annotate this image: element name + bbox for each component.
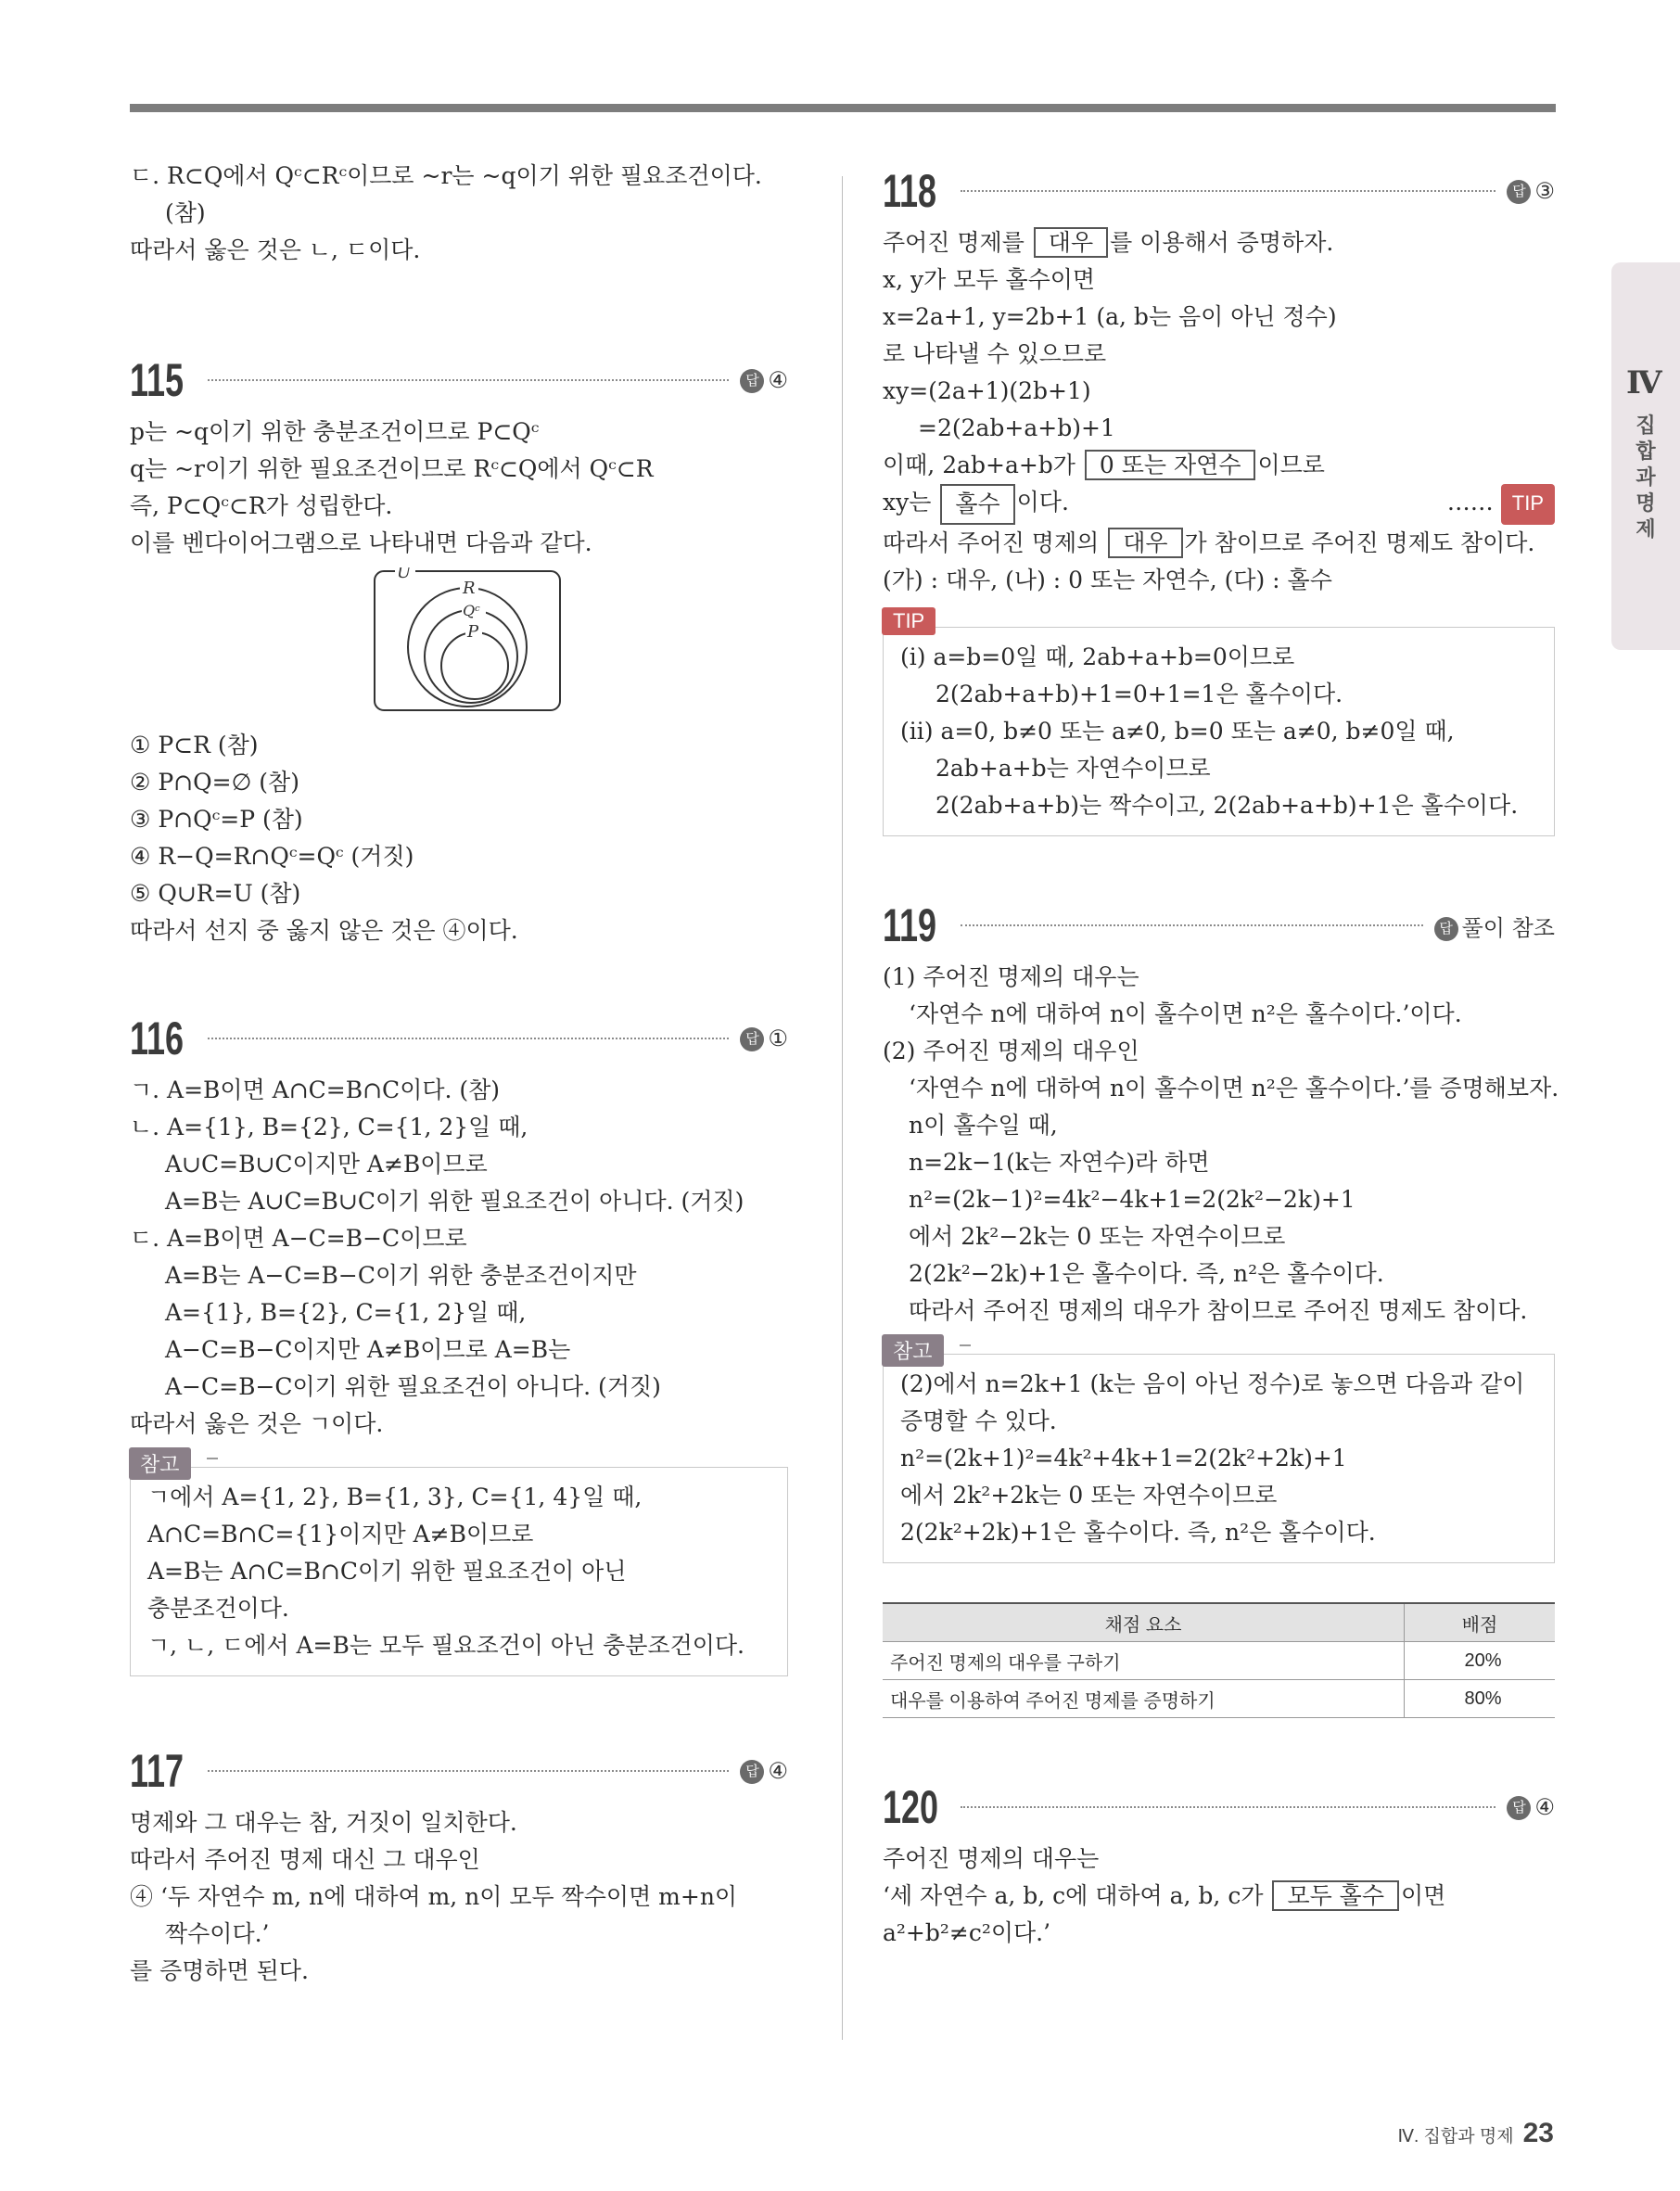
text-line: 증명할 수 있다. xyxy=(900,1408,1057,1434)
top-rule xyxy=(130,104,1556,112)
left-column xyxy=(130,158,788,1990)
text-line: A={1}, B={2}, C={1, 2}일 때, xyxy=(165,1299,527,1326)
text-line: A=B는 A−C=B−C이기 위한 충분조건이지만 xyxy=(165,1262,637,1289)
reference-note xyxy=(130,1453,788,1676)
note-tag: 참고 xyxy=(129,1447,191,1480)
text-line: 2(2k²+2k)+1은 홀수이다. 즉, n²은 홀수이다. xyxy=(900,1519,1376,1546)
text-line: (ⅰ) a=b=0일 때, 2ab+a+b=0이므로 xyxy=(900,643,1295,670)
text-line: A=B는 A∪C=B∪C이기 위한 필요조건이 아니다. (거짓) xyxy=(165,1188,745,1215)
venn-label-p: P xyxy=(467,622,479,642)
table-header-row xyxy=(883,1603,1555,1642)
column-header: 배점 xyxy=(1405,1603,1556,1642)
text-line: 2(2ab+a+b)+1=0+1=1은 홀수이다. xyxy=(935,681,1343,707)
venn-diagram xyxy=(373,567,564,714)
reference-note xyxy=(883,1340,1555,1563)
question-header-120 xyxy=(883,1774,1555,1841)
text-line: (가) : 대우, (나) : 0 또는 자연수, (다) : 홀수 xyxy=(883,567,1332,593)
text-line: ② P∩Q=∅ (참) xyxy=(130,769,299,796)
page-footer xyxy=(1397,2118,1554,2149)
blank-box: 모두 홀수 xyxy=(1272,1880,1399,1911)
text-line: a²+b²≠c²이다.’ xyxy=(883,1919,1051,1946)
question-header-117 xyxy=(130,1738,788,1804)
text-line: ‘자연수 n에 대하여 n이 홀수이면 n²은 홀수이다.’를 증명해보자. xyxy=(909,1075,1559,1102)
tip-note xyxy=(883,609,1555,836)
chapter-title: 집합과 명제 xyxy=(1635,414,1656,541)
chapter-side-tab xyxy=(1611,262,1680,650)
text-line: ㄱ에서 A={1, 2}, B={1, 3}, C={1, 4}일 때, xyxy=(147,1484,643,1510)
text-line: p는 ~q이기 위한 충분조건이므로 P⊂Qᶜ xyxy=(130,418,540,445)
text-line: A=B는 A∩C=B∩C이기 위한 필요조건이 아닌 xyxy=(147,1558,627,1585)
question-number: 119 xyxy=(883,899,937,951)
text-line: n²=(2k−1)²=4k²−4k+1=2(2k²−2k)+1 xyxy=(909,1186,1355,1213)
text-line: 명제와 그 대우는 참, 거짓이 일치한다. xyxy=(130,1809,517,1836)
leader-dots xyxy=(208,379,729,381)
text-line: 따라서 선지 중 옳지 않은 것은 ④이다. xyxy=(130,917,518,944)
question-number: 120 xyxy=(883,1781,939,1833)
text-line: ‘자연수 n에 대하여 n이 홀수이면 n²은 홀수이다.’이다. xyxy=(909,1000,1462,1027)
text-line: n=2k−1(k는 자연수)라 하면 xyxy=(909,1149,1210,1176)
text-line: ④ ‘두 자연수 m, n에 대하여 m, n이 모두 짝수이면 m+n이 xyxy=(130,1883,738,1910)
scoring-table xyxy=(883,1602,1555,1718)
note-tag: 참고 xyxy=(882,1334,944,1367)
leader-dots xyxy=(208,1770,729,1772)
text-line: 2(2k²−2k)+1은 홀수이다. 즉, n²은 홀수이다. xyxy=(909,1260,1384,1287)
blank-box: 대우 xyxy=(1108,528,1182,558)
tip-badge: TIP xyxy=(1501,484,1555,525)
answer-mark-icon: 답 xyxy=(740,1760,764,1784)
text-line: 따라서 주어진 명제의 대우가 참이므로 주어진 명제도 참이다. xyxy=(909,1297,1528,1324)
text-line: (ⅱ) a=0, b≠0 또는 a≠0, b=0 또는 a≠0, b≠0일 때, xyxy=(900,718,1455,745)
text-line: ㄷ. A=B이면 A−C=B−C이므로 xyxy=(130,1225,467,1252)
column-header: 채점 요소 xyxy=(883,1603,1405,1642)
text-line: 따라서 옳은 것은 ㄱ이다. xyxy=(130,1410,384,1437)
footer-chapter: Ⅳ. 집합과 명제 xyxy=(1397,2127,1514,2146)
text-line: ‘세 자연수 a, b, c에 대하여 a, b, c가 모두 홀수 이면 xyxy=(883,1882,1446,1909)
text-line: n²=(2k+1)²=4k²+4k+1=2(2k²+2k)+1 xyxy=(900,1445,1347,1471)
answer-label: 답 ① xyxy=(740,1025,788,1052)
text-line: (참) xyxy=(165,199,206,226)
text-line: ㄱ, ㄴ, ㄷ에서 A=B는 모두 필요조건이 아닌 충분조건이다. xyxy=(147,1632,745,1659)
text-line: 에서 2k²−2k는 0 또는 자연수이므로 xyxy=(909,1223,1286,1250)
text-line: ㄷ. R⊂Q에서 Qᶜ⊂Rᶜ이므로 ~r는 ~q이기 위한 필요조건이다. xyxy=(130,162,762,189)
venn-label-u: U xyxy=(397,567,412,582)
text-line: 주어진 명제를 대우 를 이용해서 증명하자. xyxy=(883,229,1334,256)
text-line: 주어진 명제의 대우는 xyxy=(883,1845,1100,1872)
text-line: (2) 주어진 명제의 대우인 xyxy=(883,1038,1139,1064)
text-line: ③ P∩Qᶜ=P (참) xyxy=(130,806,303,833)
column-divider xyxy=(842,176,843,2040)
answer-label: 답 ④ xyxy=(740,1758,788,1785)
text-line: xy는 홀수 이다. …… TIP xyxy=(883,484,1555,525)
page-number: 23 xyxy=(1522,2118,1554,2148)
chapter-number: Ⅳ xyxy=(1626,364,1662,401)
text-line: 로 나타낼 수 있으므로 xyxy=(883,340,1107,367)
question-number: 118 xyxy=(883,165,937,217)
question-header-116 xyxy=(130,1005,788,1072)
text-line: (1) 주어진 명제의 대우는 xyxy=(883,963,1139,990)
text-line: 따라서 주어진 명제 대신 그 대우인 xyxy=(130,1846,480,1873)
question-header-115 xyxy=(130,347,788,414)
table-cell: 80% xyxy=(1405,1680,1556,1718)
question-header-118 xyxy=(883,158,1555,224)
tip-tag: TIP xyxy=(882,607,935,635)
text-line: A∩C=B∩C={1}이지만 A≠B이므로 xyxy=(147,1521,534,1548)
blank-box: 홀수 xyxy=(940,484,1014,525)
text-line: A−C=B−C이기 위한 필요조건이 아니다. (거짓) xyxy=(165,1373,661,1400)
table-cell: 주어진 명제의 대우를 구하기 xyxy=(883,1642,1405,1680)
text-line: =2(2ab+a+b)+1 xyxy=(918,414,1115,441)
answer-mark-icon: 답 xyxy=(1507,1796,1531,1820)
text-line: 에서 2k²+2k는 0 또는 자연수이므로 xyxy=(900,1482,1278,1509)
tag-connector xyxy=(960,1344,971,1346)
text-line: 따라서 옳은 것은 ㄴ, ㄷ이다. xyxy=(130,236,421,263)
text-line: 즉, P⊂Qᶜ⊂R가 성립한다. xyxy=(130,492,393,519)
right-column xyxy=(883,158,1559,1952)
answer-label: 답 ④ xyxy=(1507,1794,1555,1821)
leader-dots-text: …… xyxy=(1446,489,1494,516)
text-line: 따라서 주어진 명제의 대우 가 참이므로 주어진 명제도 참이다. xyxy=(883,529,1535,556)
text-line: 2ab+a+b는 자연수이므로 xyxy=(935,755,1211,782)
question-header-119 xyxy=(883,892,1555,959)
tag-connector xyxy=(207,1458,218,1459)
blank-box: 대우 xyxy=(1034,227,1108,258)
table-cell: 20% xyxy=(1405,1642,1556,1680)
leader-dots xyxy=(961,924,1423,926)
text-line: 를 증명하면 된다. xyxy=(130,1957,309,1984)
question-number: 115 xyxy=(130,354,185,406)
text-line: 이때, 2ab+a+b가 0 또는 자연수 이므로 xyxy=(883,452,1325,478)
text-line: x, y가 모두 홀수이면 xyxy=(883,266,1096,293)
text-line: 충분조건이다. xyxy=(147,1595,289,1622)
table-cell: 대우를 이용하여 주어진 명제를 증명하기 xyxy=(883,1680,1405,1718)
text-line: xy=(2a+1)(2b+1) xyxy=(883,377,1091,404)
answer-mark-icon: 답 xyxy=(740,369,764,393)
venn-label-qc: Qᶜ xyxy=(463,602,480,619)
text-line: n이 홀수일 때, xyxy=(909,1112,1058,1139)
table-row xyxy=(883,1642,1555,1680)
question-number: 116 xyxy=(130,1013,185,1064)
venn-label-r: R xyxy=(463,579,476,598)
text-line: ① P⊂R (참) xyxy=(130,732,259,758)
answer-mark-icon: 답 xyxy=(1507,180,1531,204)
blank-box: 0 또는 자연수 xyxy=(1085,450,1256,480)
leader-dots xyxy=(961,190,1495,192)
answer-mark-icon: 답 xyxy=(1434,917,1458,941)
answer-label: 답 ④ xyxy=(740,367,788,394)
table-row xyxy=(883,1680,1555,1718)
text-line: 짝수이다.’ xyxy=(165,1920,270,1947)
leader-dots xyxy=(961,1806,1495,1808)
text-line: ㄴ. A={1}, B={2}, C={1, 2}일 때, xyxy=(130,1114,528,1140)
text-line: (2)에서 n=2k+1 (k는 음이 아닌 정수)로 놓으면 다음과 같이 xyxy=(900,1370,1525,1397)
text-line: x=2a+1, y=2b+1 (a, b는 음이 아닌 정수) xyxy=(883,303,1337,330)
text-line: A∪C=B∪C이지만 A≠B이므로 xyxy=(165,1151,488,1178)
text-line: q는 ~r이기 위한 필요조건이므로 Rᶜ⊂Q에서 Qᶜ⊂R xyxy=(130,455,654,482)
text-line: ㄱ. A=B이면 A∩C=B∩C이다. (참) xyxy=(130,1076,501,1103)
text-line: ④ R−Q=R∩Qᶜ=Qᶜ (거짓) xyxy=(130,843,414,870)
answer-label: 답 풀이 참조 xyxy=(1434,910,1555,942)
text-line: A−C=B−C이지만 A≠B이므로 A=B는 xyxy=(165,1336,571,1363)
leader-dots xyxy=(208,1038,729,1039)
text-line: ⑤ Q∪R=U (참) xyxy=(130,880,301,907)
answer-label: 답 ③ xyxy=(1507,178,1555,205)
question-number: 117 xyxy=(130,1745,185,1797)
answer-mark-icon: 답 xyxy=(740,1027,764,1051)
text-line: 2(2ab+a+b)는 짝수이고, 2(2ab+a+b)+1은 홀수이다. xyxy=(935,792,1519,819)
text-line: 이를 벤다이어그램으로 나타내면 다음과 같다. xyxy=(130,529,592,556)
